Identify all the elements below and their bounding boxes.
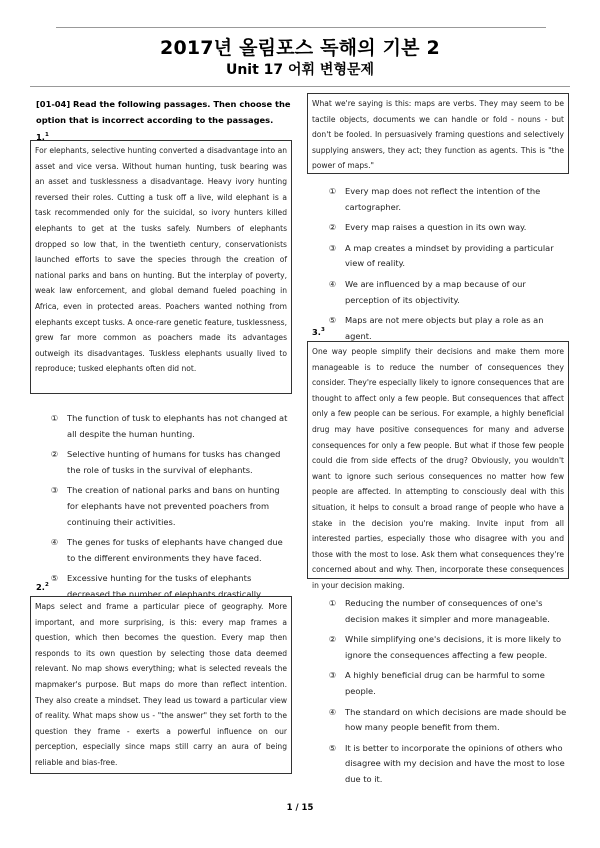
option-2[interactable] (320, 632, 570, 663)
option-1[interactable] (320, 184, 570, 215)
option-text: The standard on which decisions are made should be how many people benefit from them. (345, 706, 567, 733)
page-number: 1 / 15 (286, 803, 314, 813)
option-marker: ③ (50, 485, 59, 496)
option-marker: ① (328, 598, 337, 608)
option-4[interactable] (320, 277, 570, 308)
passage-1: For elephants, selective hunting converted a disadvantage into an asset and vice versa. Without human hunting, tusk bearing was an asset and tusklessness a disadvantage. Heavy ivory hunting reversed their roles. Cutting a tusk off a live, wild elephant is a task recommended only for the suicidal, so ivory hunters killed elephants to get at the tusks safely. Numbers of elephants dropped so low that, in the twentieth century, conservationists launched efforts to save the species through the creation of national parks and bans on hunting. But the interplay of poverty, weak law enforcement, and global demand fueled poaching in Africa, even in protected areas. Poachers wanted nothing from elephants except tusks. A once-rare genetic feature, tusklessness, grew far more common as poachers made its advantages outweigh its disadvantages. Tuskless elephants usually lived to reproduce; tusked elephants often did not. (35, 146, 287, 374)
passage-box-3 (307, 341, 569, 590)
option-1[interactable] (320, 596, 570, 627)
header-bottom-rule (30, 86, 570, 87)
option-text: The genes for tusks of elephants have changed due to the different environments they have faced. (67, 537, 283, 563)
options-list-3 (320, 596, 570, 793)
option-marker: ③ (328, 242, 337, 253)
option-text: The creation of national parks and bans on hunting for elephants have not prevented poachers from continuing their activities. (67, 485, 280, 527)
options-list-2 (320, 184, 570, 349)
option-text: A highly beneficial drug can be harmful to some people. (345, 670, 545, 696)
instructions: [01-04] Read the following passages. Then choose the option that is incorrect according to the passages. 1.$^1$ (36, 99, 291, 142)
option-5[interactable] (320, 313, 570, 344)
option-marker: ① (328, 186, 337, 196)
option-marker: ⑤ (50, 573, 59, 584)
option-5[interactable] (320, 741, 570, 788)
page-title: 2017년 올림포스 독해의 기본 2 (160, 37, 440, 59)
option-3[interactable] (320, 241, 570, 272)
question-number-1: 1.$^1$ (36, 131, 49, 142)
option-text: The function of tusk to elephants has not changed at all despite the human hunting. (67, 413, 288, 439)
option-2[interactable] (320, 220, 570, 236)
page-subtitle: Unit 17 어휘 변형문제 (225, 62, 375, 78)
option-text: While simplifying one's decisions, it is more likely to ignore the consequences affecting a few people. (345, 634, 562, 660)
option-4[interactable] (42, 535, 292, 566)
option-text: Reducing the number of consequences of one's decision makes it simpler and more manageable. (345, 598, 550, 624)
header-top-rule (56, 27, 546, 28)
option-text: Maps are not mere objects but play a role as an agent. (345, 315, 544, 341)
option-text: We are influenced by a map because of our perception of its objectivity. (345, 278, 526, 305)
passage-2: Maps select and frame a particular piece of geography. More important, and more surprising, is this: every map frames a question, which then becomes the question. Every map then responds to its own question by selecting those data deemed relevant. No map shows everything; what is selected reveals the mapmaker's purpose. But maps do more than reflect intention. They also create a mindset. They lead us toward a particular view of reality. What maps show us - "the answer" they set forth to the question they frame - exerts a powerful influence on our perception, especially since maps still carry an aura of being reliable and bias-free. (35, 602, 287, 767)
option-text: Every map does not reflect the intention of the cartographer. (345, 186, 541, 212)
passage-2-continued: What we're saying is this: maps are verbs. They may seem to be tactile objects, documents we can handle or fold - nouns - but don't be fooled. In persuasively framing questions and selectively supplying answers, they act; they function as agents. This is "the power of maps." (312, 99, 564, 171)
option-marker: ① (50, 413, 59, 423)
option-text: Excessive hunting for the tusks of elephants decreased the number of elephants drastically. (67, 573, 263, 599)
option-3[interactable] (42, 483, 292, 530)
option-marker: ③ (328, 670, 337, 681)
option-marker: ④ (50, 537, 59, 548)
passage-box-2-continued (307, 93, 569, 174)
option-marker: ⑤ (328, 742, 337, 753)
question-number-2: 2.$^2$ (36, 582, 49, 592)
option-text: It is better to incorporate the opinions of others who disagree with my decision and have the most to lose due to it. (345, 742, 565, 784)
passage-box-2 (30, 596, 292, 774)
question-number-3: 3.$^3$ (312, 327, 325, 337)
option-marker: ④ (328, 706, 337, 717)
options-list-1 (42, 411, 292, 608)
option-marker: ② (50, 449, 59, 460)
option-text: A map creates a mindset by providing a particular view of reality. (345, 242, 554, 269)
passage-box-1 (30, 140, 292, 394)
option-marker: ② (328, 634, 337, 645)
option-text: Every map raises a question in its own way. (345, 222, 527, 233)
option-marker: ② (328, 222, 337, 233)
option-marker: ⑤ (328, 315, 337, 326)
option-text: Selective hunting of humans for tusks has changed the role of tusks in the survival of elephants. (67, 449, 281, 475)
option-3[interactable] (320, 668, 570, 699)
option-2[interactable] (42, 447, 292, 478)
passage-3: One way people simplify their decisions and make them more manageable is to reduce the number of consequences they consider. They're especially likely to ignore consequences that are thought to affect only a few people. But consequences that affect only a few people can be serious. For example, a highly beneficial drug may have positive consequences for many and adverse consequences for only a few people. But what if those few people could die from side effects of the drug? Obviously, you wouldn't want to ignore such serious consequences no matter how few people are affected. In attempting to consciously deal with this situation, it helps to consult a broad range of people who have a stake in the decision you're making. Invite input from all interested parties, especially those who disagree with you and those with the most to lose. Ask them what consequences they're concerned about and why. Then, incorporate these consequences in your decision making. (312, 347, 564, 590)
option-marker: ④ (328, 278, 337, 289)
option-1[interactable] (42, 411, 292, 442)
option-4[interactable] (320, 705, 570, 736)
